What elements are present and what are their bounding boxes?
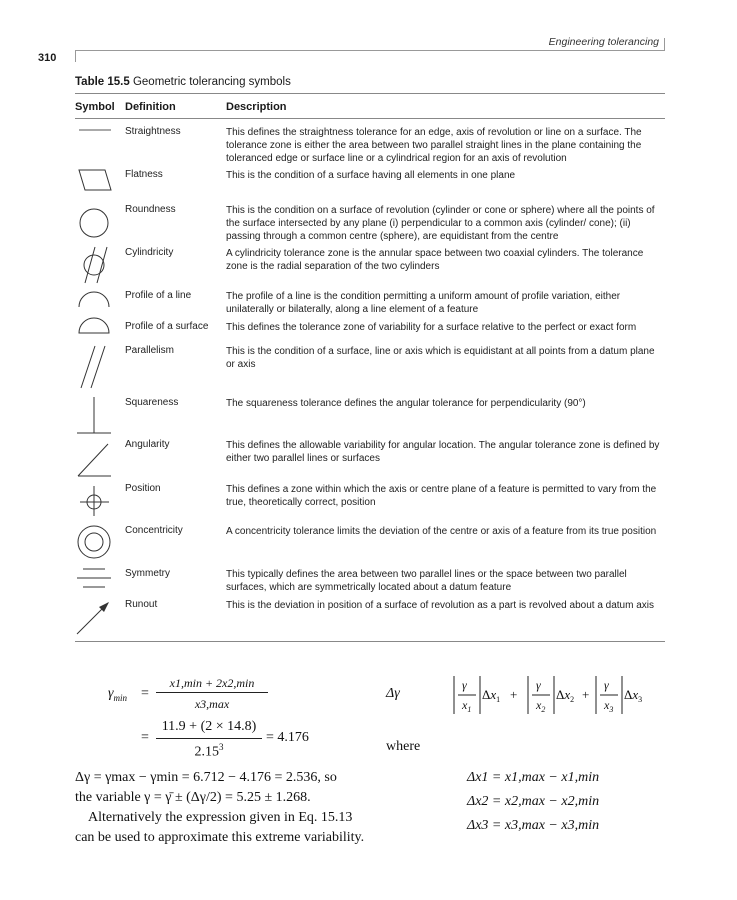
profile-surface-icon — [75, 316, 115, 336]
svg-text:+: + — [582, 687, 590, 702]
desc-runout: This is the deviation in position of a surface of revolution as a part is revolved about a datum axis — [226, 600, 655, 611]
eq2-denominator: 2.15$^3$ — [194, 742, 224, 760]
desc-cylindricity: A cylindricity tolerance zone is the annular space between two coaxial cylinders. The tolerance zone is the radial separation of the two cylinders — [226, 248, 644, 272]
svg-text:γ: γ — [462, 678, 467, 692]
svg-text:γ: γ — [536, 678, 541, 692]
eq2-fraction-bar — [156, 738, 262, 739]
concentricity-icon — [75, 522, 115, 562]
term-cylindricity: Cylindricity — [125, 247, 174, 258]
desc-concentricity: A concentricity tolerance limits the deviation of the centre or axis of a feature from its true position — [226, 526, 657, 537]
table-bottom-rule — [75, 641, 665, 642]
svg-text:x2: $x_2$ — [536, 698, 546, 714]
term-profile-line: Profile of a line — [125, 290, 192, 301]
svg-text:Δx3: $\Delta x_3$ — [624, 687, 643, 704]
desc-symmetry: This typically defines the area between two parallel lines or the space between two parallel surfaces, which are symmetrically located about a datum feature — [226, 569, 627, 593]
page-number: 310 — [38, 52, 57, 64]
header-tick-right — [664, 38, 665, 51]
term-concentricity: Concentricity — [125, 525, 183, 536]
table-top-rule — [75, 93, 665, 94]
table-caption — [75, 76, 291, 88]
svg-text:Δx2: $\Delta x_2$ — [556, 687, 575, 704]
squareness-icon — [75, 395, 115, 437]
runout-icon — [75, 598, 115, 638]
body-line-3: Alternatively the expression given in Eq. 15.13 — [88, 810, 353, 825]
svg-text:x1: $x_1$ — [462, 698, 472, 714]
eq1-numerator: x1,min + 2x2,min — [169, 676, 255, 690]
body-line-2: the variable γ = γ̄ ± (Δγ/2) = 5.25 ± 1.268. — [75, 790, 311, 805]
equals-2: = — [141, 730, 149, 745]
desc-parallelism: This is the condition of a surface, line or axis which is equidistant at all points from a datum plane or axis — [226, 346, 655, 370]
term-runout: Runout — [125, 599, 158, 610]
eq1-fraction-bar — [156, 692, 268, 693]
roundness-icon — [75, 205, 115, 241]
table-header-rule — [75, 118, 665, 119]
svg-text:γ: γ — [604, 678, 609, 692]
desc-flatness: This is the condition of a surface having all elements in one plane — [226, 170, 516, 181]
term-squareness: Squareness — [125, 397, 179, 408]
flatness-icon — [75, 167, 115, 193]
column-header-description: Description — [226, 101, 287, 113]
dx1-equation: Δx1 = x1,max − x1,min — [467, 770, 600, 785]
eq2-result: = 4.176 — [266, 730, 309, 745]
desc-profile-surface: This defines the tolerance zone of variability for a surface relative to the perfect or exact form — [226, 322, 637, 333]
term-parallelism: Parallelism — [125, 345, 174, 356]
table-caption-label: Table 15.5 — [75, 76, 130, 88]
straightness-icon — [75, 125, 115, 135]
cylindricity-icon — [75, 245, 115, 285]
equals-1: = — [141, 686, 149, 701]
column-header-definition: Definition — [125, 101, 176, 113]
term-position: Position — [125, 483, 161, 494]
ymin-label: $\gamma_{min}$ — [108, 686, 128, 703]
desc-straightness: This defines the straightness tolerance for an edge, axis of revolution or line on a surface. The tolerance zone is either the area between two parallel straight lines in the plane containing the toleranced edge or surface line or a cylindrical region for an axis of revolution — [226, 127, 642, 164]
term-roundness: Roundness — [125, 204, 176, 215]
svg-text:+: + — [510, 687, 518, 702]
symmetry-icon — [75, 565, 115, 595]
desc-profile-line: The profile of a line is the condition permitting a uniform amount of profile variation, either unilaterally or bilaterally, along a line element of a feature — [226, 291, 621, 315]
eq1-denominator: x3,max — [194, 697, 230, 711]
parallelism-icon — [75, 344, 115, 390]
angularity-icon — [75, 440, 115, 480]
desc-angularity: This defines the allowable variability for angular location. The angular tolerance zone is defined by either two parallel lines or surfaces — [226, 440, 660, 464]
body-line-1: Δγ = γmax − γmin = 6.712 − 4.176 = 2.536, so — [75, 770, 337, 785]
partial-derivative-sum — [446, 674, 671, 716]
position-icon — [75, 482, 115, 518]
running-title: Engineering tolerancing — [548, 36, 659, 48]
where-label: where — [386, 739, 421, 754]
table-caption-text: Geometric tolerancing symbols — [132, 76, 291, 88]
header-tick-left — [75, 50, 76, 62]
eq2-numerator: 11.9 + (2 × 14.8) — [161, 719, 257, 734]
svg-text:x3: $x_3$ — [604, 698, 614, 714]
desc-roundness: This is the condition on a surface of revolution (cylinder or cone or sphere) where all the points of the surface intersected by any plane (i) perpendicular to a common axis (cylinder/ cone); (ii) passing through a common centre (sphere), are equidistant from the centre — [226, 205, 655, 242]
column-header-symbol: Symbol — [75, 101, 115, 113]
term-flatness: Flatness — [125, 169, 163, 180]
term-straightness: Straightness — [125, 126, 181, 137]
profile-line-icon — [75, 289, 115, 309]
delta-gamma-label: Δγ — [386, 686, 400, 701]
header-rule — [75, 50, 665, 51]
term-profile-surface: Profile of a surface — [125, 321, 209, 332]
dx3-equation: Δx3 = x3,max − x3,min — [467, 818, 600, 833]
dx2-equation: Δx2 = x2,max − x2,min — [467, 794, 600, 809]
body-line-4: can be used to approximate this extreme variability. — [75, 830, 365, 845]
svg-text:Δx1: $\Delta x_1$ — [482, 687, 501, 704]
desc-squareness: The squareness tolerance defines the angular tolerance for perpendicularity (90°) — [226, 398, 586, 409]
desc-position: This defines a zone within which the axis or centre plane of a feature is permitted to vary from the true, theoretically correct, position — [226, 484, 657, 508]
term-angularity: Angularity — [125, 439, 170, 450]
term-symmetry: Symmetry — [125, 568, 170, 579]
